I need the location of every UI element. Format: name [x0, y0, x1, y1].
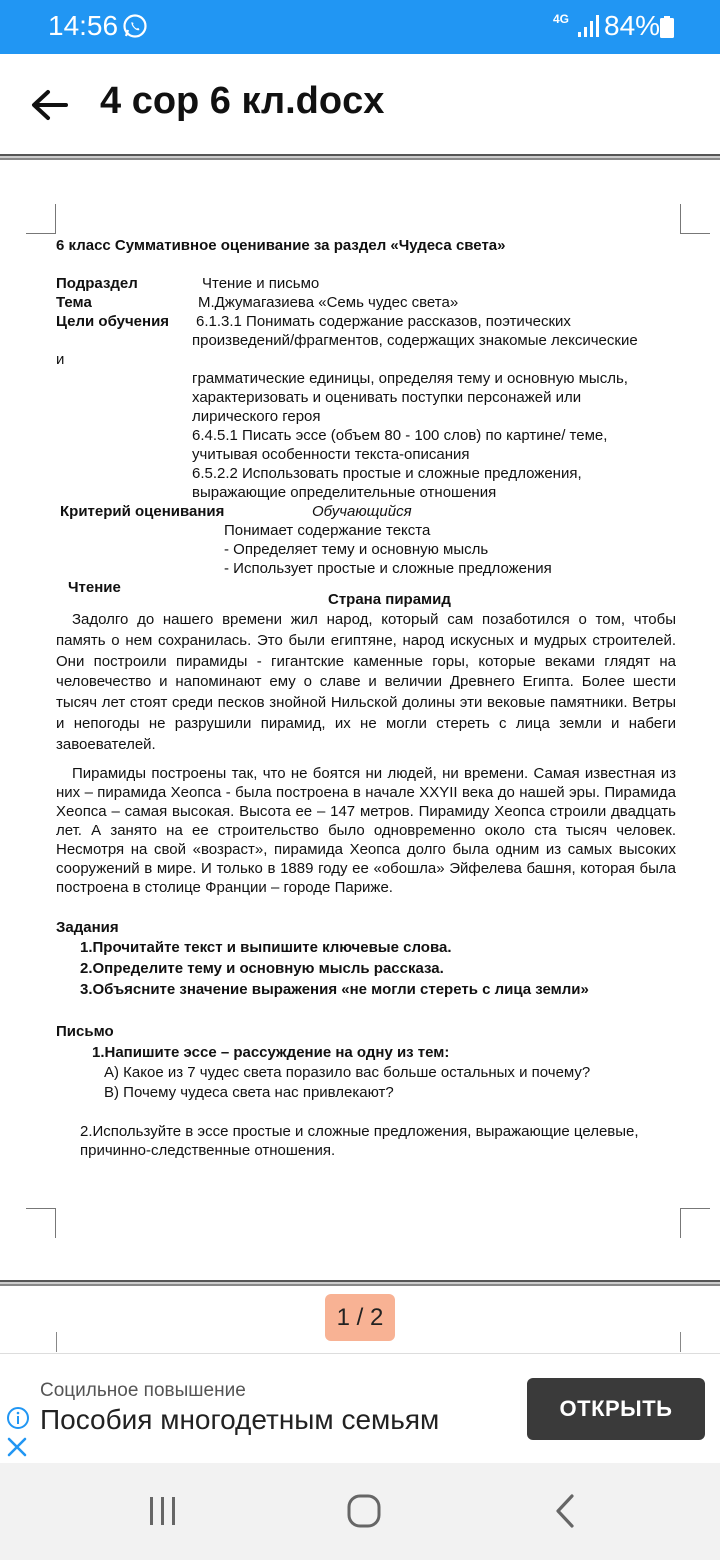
row-value-subsection: Чтение и письмо [202, 275, 320, 292]
task-item: 2.Определите тему и основную мысль рассказа. [80, 960, 444, 977]
goals-line: и [56, 351, 65, 368]
header-divider [0, 154, 720, 160]
ad-subtitle: Социльное повышение [40, 1380, 246, 1401]
criteria-item: - Использует простые и сложные предложения [224, 560, 552, 577]
page-indicator: 1 / 2 [325, 1294, 395, 1341]
recent-apps-icon[interactable] [143, 1491, 183, 1531]
criteria-item: Понимает содержание текста [224, 522, 431, 539]
story-title: Страна пирамид [328, 591, 451, 608]
goals-line: 6.5.2.2 Использовать простые и сложные предложения, [192, 465, 582, 482]
row-value-goals: 6.1.3.1 Понимать содержание рассказов, поэтических [196, 313, 571, 330]
page-corner-mark [26, 204, 56, 234]
writing-label: Письмо [56, 1023, 114, 1040]
story-paragraph-2: Пирамиды построены так, что не боятся ни людей, ни времени. Самая известная из них – пирамида Хеопса - была построена в начале XXYII века до нашей эры. Пирамида Хеопса – самая высокая. Высота ее – 147 метров. Пирамиду Хеопса строили двадцать лет. А занято на ее строительство было одновременно около ста тысяч человек. Несмотря на свой «возраст», пирамида Хеопса долго была одним из самых высоких сооружений в мире. И только в 1889 году ее «обошла» Эйфелева башня, которая была построена в столице Франции – городе Париже. [56, 765, 676, 896]
navigation-bar [0, 1463, 720, 1560]
goals-line: выражающие определительные отношения [192, 484, 497, 501]
goals-line: лирического героя [192, 408, 321, 425]
ad-banner[interactable] [0, 1353, 720, 1463]
status-time: 14:56 [48, 10, 119, 41]
task-item: 1.Прочитайте текст и выпишите ключевые слова. [80, 939, 452, 956]
document-viewer[interactable] [0, 162, 720, 1280]
page-corner-mark [26, 1208, 56, 1238]
goals-line: учитывая особенности текста-описания [192, 446, 470, 463]
page-corner-mark [56, 1332, 57, 1352]
writing-option: В) Почему чудеса света нас привлекают? [104, 1084, 394, 1101]
reading-label: Чтение [68, 579, 121, 596]
writing-option: А) Какое из 7 чудес света поразило вас больше остальных и почему? [104, 1064, 591, 1081]
criteria-value: Обучающийся [312, 503, 412, 520]
network-type: 4G [553, 12, 570, 26]
ad-title[interactable]: Пособия многодетным семьям [40, 1404, 440, 1435]
signal-icon [576, 14, 600, 38]
criteria-item: - Определяет тему и основную мысль [224, 541, 489, 558]
row-label-subsection: Подраздел [56, 275, 138, 292]
page-divider [0, 1280, 720, 1286]
ad-info-icon[interactable] [6, 1406, 30, 1430]
home-icon[interactable] [344, 1491, 384, 1531]
task-item: 3.Объясните значение выражения «не могли стереть с лица земли» [80, 981, 589, 998]
document-title: 4 сор 6 кл.docx [100, 80, 385, 122]
writing-task: 1.Напишите эссе – рассуждение на одну из тем: [92, 1044, 450, 1061]
status-bar [0, 0, 720, 54]
row-label-topic: Тема [56, 294, 92, 311]
back-arrow-icon[interactable] [28, 84, 70, 126]
writing-task-2: 2.Используйте в эссе простые и сложные предложения, выражающие целевые, [80, 1123, 639, 1140]
whatsapp-icon [122, 13, 148, 39]
page-corner-mark [680, 204, 710, 234]
ad-close-icon[interactable] [6, 1436, 28, 1458]
back-nav-icon[interactable] [546, 1491, 586, 1531]
tasks-label: Задания [56, 919, 119, 936]
goals-line: произведений/фрагментов, содержащих знакомые лексические [192, 332, 638, 349]
criteria-label: Критерий оценивания [60, 503, 225, 520]
ad-open-button[interactable]: ОТКРЫТЬ [527, 1378, 705, 1440]
battery-percent: 84% [604, 10, 661, 41]
page-corner-mark [680, 1208, 710, 1238]
page-corner-mark [680, 1332, 681, 1352]
app-header [0, 54, 720, 154]
row-value-topic: М.Джумагазиева «Семь чудес света» [198, 294, 459, 311]
writing-task-2: причинно-следственные отношения. [80, 1142, 336, 1159]
goals-line: 6.4.5.1 Писать эссе (объем 80 - 100 слов) по картине/ теме, [192, 427, 608, 444]
row-label-goals: Цели обучения [56, 313, 170, 330]
goals-line: грамматические единицы, определяя тему и основную мысль, [192, 370, 628, 387]
doc-heading: 6 класс Суммативное оценивание за раздел «Чудеса света» [56, 237, 506, 254]
goals-line: характеризовать и оценивать поступки персонажей или [192, 389, 582, 406]
story-paragraph-1: Задолго до нашего времени жил народ, который сам позаботился о том, чтобы память о нем сохранилась. Это были египтяне, народ искусных и мудрых строителей. Они построили пирамиды - гигантские каменные горы, которые веками глядят на человечество и напоминают ему о славе и величии Древнего Египта. Более шести тысяч лет стоят среди песков знойной Нильской долины эти вековые памятники. Ветры и непогоды не разрушили пирамид, их не могли стереть с лица земли и набеги завоевателей. [56, 611, 676, 753]
battery-icon [660, 16, 674, 38]
